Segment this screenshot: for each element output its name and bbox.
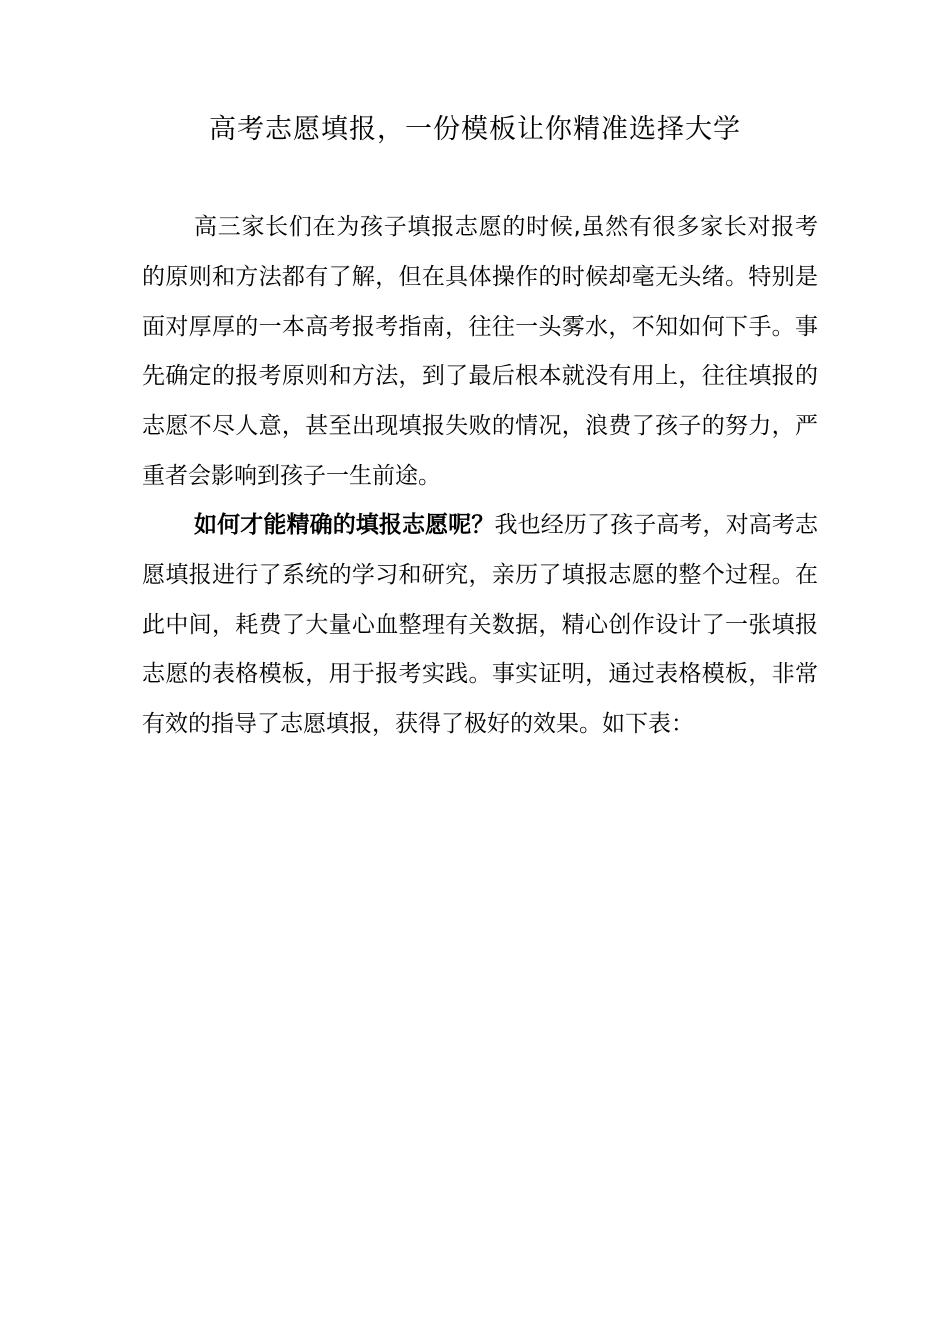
document-title: 高考志愿填报，一份模板让你精准选择大学 xyxy=(209,114,741,145)
paragraph-intro xyxy=(142,203,818,502)
paragraph-question xyxy=(142,501,818,750)
paragraph-intro-text: 高三家长们在为孩子填报志愿的时候,虽然有很多家长对报考的原则和方法都有了解，但在具体操作的时候却毫无头绪。特别是面对厚厚的一本高考报考指南，往往一头雾水，不知如何下手。事先确定的报考原则和方法，到了最后根本就没有用上，往往填报的志愿不尽人意，甚至出现填报失败的情况，浪费了孩子的努力，严重者会影响到孩子一生前途。 xyxy=(142,214,818,489)
paragraph-question-text: 我也经历了孩子高考，对高考志愿填报进行了系统的学习和研究，亲历了填报志愿的整个过程。在此中间，耗费了大量心血整理有关数据，精心创作设计了一张填报志愿的表格模板，用于报考实践。事实证明，通过表格模板，非常有效的指导了志愿填报，获得了极好的效果。如下表： xyxy=(142,512,819,738)
paragraph-question-lead: 如何才能精确的填报志愿呢？ xyxy=(194,512,495,538)
